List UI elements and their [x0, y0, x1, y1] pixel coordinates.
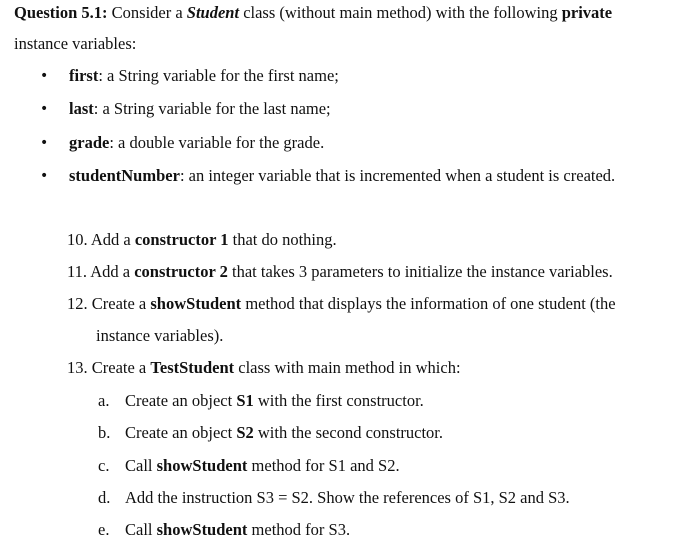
- task-number: 13.: [67, 358, 88, 377]
- task-11: [67, 262, 613, 282]
- task-text: that do nothing.: [228, 230, 337, 249]
- task-text: Add a: [87, 262, 135, 281]
- task-12-continued: instance variables).: [96, 326, 224, 345]
- subtask-label: a.: [98, 391, 110, 410]
- task-keyword: TestStudent: [150, 358, 235, 377]
- student-class-name: Student: [186, 3, 240, 22]
- subtask-text: with the second constructor.: [253, 423, 444, 442]
- variable-name: grade: [69, 133, 110, 152]
- subtask-text: with the first constructor.: [253, 391, 424, 410]
- subtask-keyword: showStudent: [156, 456, 248, 475]
- task-number: 10.: [67, 230, 88, 249]
- variable-description: : a String variable for the last name;: [93, 99, 331, 118]
- variable-name: studentNumber: [69, 166, 180, 185]
- task-keyword: showStudent: [150, 294, 242, 313]
- variable-description: : an integer variable that is incremented when a student is created.: [179, 166, 616, 185]
- question-intro-2: class (without main method) with the following: [239, 3, 562, 22]
- variable-name: first: [69, 66, 99, 85]
- variable-name: last: [69, 99, 94, 118]
- task-number: 11.: [67, 262, 88, 281]
- question-heading: [14, 3, 612, 23]
- subtask-text: Call: [125, 456, 157, 475]
- bullet-icon: •: [40, 101, 49, 117]
- subtask-text: Create an object: [125, 423, 237, 442]
- subtask-text: Add the instruction S3 = S2. Show the references of S1, S2 and S3.: [125, 488, 570, 507]
- question-label: Question 5.1:: [14, 3, 108, 22]
- subtask-keyword: S1: [236, 391, 254, 410]
- variable-description: : a double variable for the grade.: [109, 133, 325, 152]
- subtask-text: method for S1 and S2.: [247, 456, 400, 475]
- task-text: method that displays the information of one student (the: [241, 294, 616, 313]
- task-13: [67, 358, 461, 378]
- task-text: Add a: [87, 230, 135, 249]
- subtask-text: Call: [125, 520, 157, 539]
- task-number: 12.: [67, 294, 88, 313]
- task-text: class with main method in which:: [234, 358, 461, 377]
- bullet-icon: •: [40, 168, 49, 184]
- task-12: [67, 294, 616, 314]
- subtask-text: method for S3.: [247, 520, 351, 539]
- task-keyword: constructor 2: [134, 262, 228, 281]
- subtask-text: Create an object: [125, 391, 237, 410]
- private-keyword: private: [561, 3, 613, 22]
- variable-description: : a String variable for the first name;: [98, 66, 339, 85]
- task-keyword: constructor 1: [134, 230, 229, 249]
- bullet-icon: •: [40, 68, 49, 84]
- subtask-label: e.: [98, 520, 110, 539]
- subtask-label: c.: [98, 456, 110, 475]
- subtask-keyword: S2: [236, 423, 254, 442]
- task-10: [67, 230, 337, 250]
- bullet-icon: •: [40, 135, 49, 151]
- subtask-label: d.: [98, 488, 111, 507]
- task-text: Create a: [87, 294, 151, 313]
- question-heading-continued: instance variables:: [14, 34, 137, 53]
- question-intro-1: Consider a: [107, 3, 187, 22]
- subtask-label: b.: [98, 423, 111, 442]
- subtask-keyword: showStudent: [156, 520, 248, 539]
- task-text: Create a: [87, 358, 151, 377]
- task-text: that takes 3 parameters to initialize the instance variables.: [227, 262, 613, 281]
